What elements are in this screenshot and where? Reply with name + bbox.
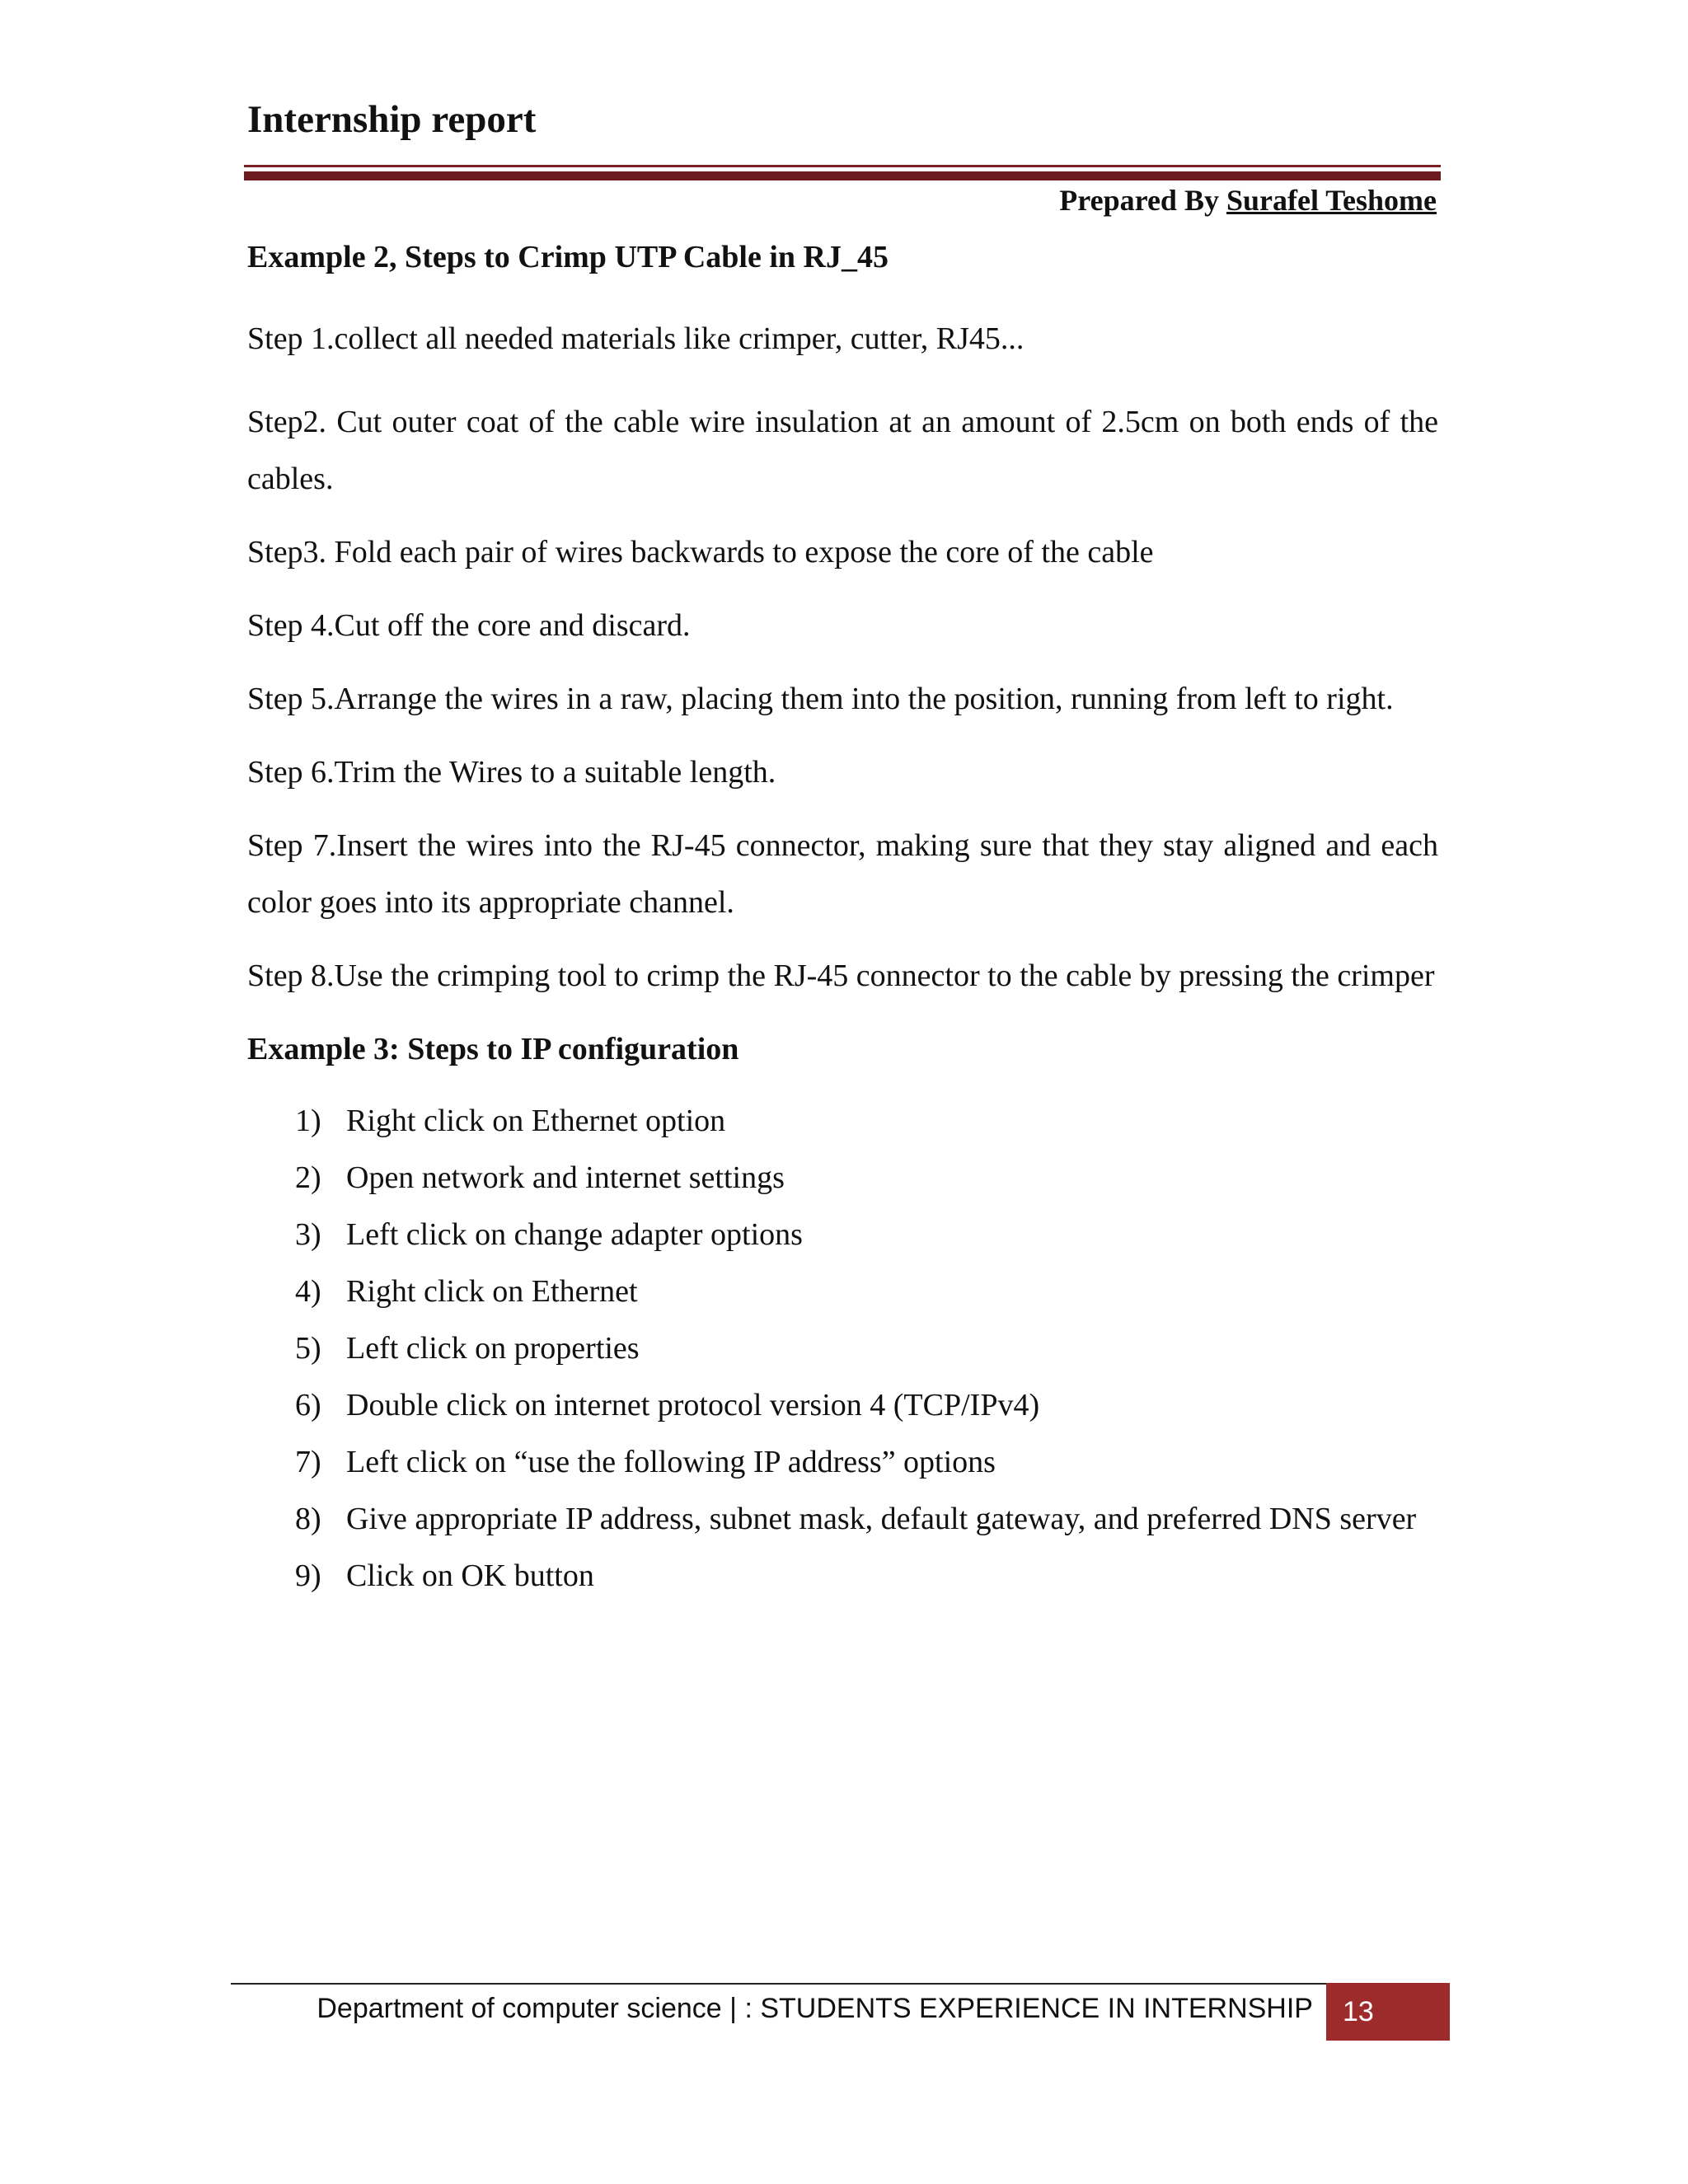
list-text: Click on OK button xyxy=(346,1558,594,1593)
list-text: Give appropriate IP address, subnet mask, default gateway, and preferred DNS server xyxy=(346,1502,1417,1536)
prepared-by xyxy=(1059,183,1437,218)
list-number: 6) xyxy=(295,1388,321,1422)
step-paragraph: Step 1.collect all needed materials like crimper, cutter, RJ45... xyxy=(247,321,1025,356)
ip-steps-list xyxy=(247,1093,1438,1605)
section-heading-ip: Example 3: Steps to IP configuration xyxy=(247,1032,739,1066)
header-rule-thick xyxy=(244,171,1441,180)
list-text: Left click on change adapter options xyxy=(346,1217,803,1252)
list-number: 3) xyxy=(295,1217,321,1252)
list-text: Double click on internet protocol version 4 (TCP/IPv4) xyxy=(346,1388,1040,1422)
list-item xyxy=(247,1548,1438,1605)
header-rule-thin xyxy=(244,165,1441,167)
main-content xyxy=(247,229,1438,1605)
list-text: Left click on properties xyxy=(346,1331,640,1366)
footer-text: Department of computer science | : STUDENTS EXPERIENCE IN INTERNSHIP xyxy=(316,1993,1313,2024)
step-paragraph: Step 5.Arrange the wires in a raw, placing them into the position, running from left to right. xyxy=(247,682,1394,716)
list-number: 1) xyxy=(295,1104,321,1138)
list-text: Open network and internet settings xyxy=(346,1160,785,1195)
prepared-prefix: Prepared By xyxy=(1059,184,1219,217)
page-number-badge xyxy=(1326,1983,1450,2041)
list-item xyxy=(247,1093,1438,1150)
page-number: 13 xyxy=(1343,1996,1374,2027)
header-title: Internship report xyxy=(247,98,537,141)
list-number: 5) xyxy=(295,1331,321,1366)
list-number: 8) xyxy=(295,1502,321,1536)
list-number: 7) xyxy=(295,1445,321,1479)
list-number: 9) xyxy=(295,1558,321,1593)
list-number: 4) xyxy=(295,1274,321,1309)
author-name: Surafel Teshome xyxy=(1226,184,1437,217)
step-paragraph: Step3. Fold each pair of wires backwards to expose the core of the cable xyxy=(247,535,1154,569)
step-paragraph: Step 8.Use the crimping tool to crimp the RJ-45 connector to the cable by pressing the crimper xyxy=(247,958,1435,993)
list-number: 2) xyxy=(295,1160,321,1195)
list-item xyxy=(247,1491,1438,1548)
step-paragraph: Step 7.Insert the wires into the RJ-45 connector, making sure that they stay aligned and each color goes into its appropriate channel. xyxy=(247,828,1438,920)
footer-rule xyxy=(231,1983,1327,1985)
step-paragraph: Step2. Cut outer coat of the cable wire insulation at an amount of 2.5cm on both ends of the cables. xyxy=(247,405,1438,496)
list-item xyxy=(247,1434,1438,1491)
section-heading-crimp: Example 2, Steps to Crimp UTP Cable in RJ_45 xyxy=(247,240,889,274)
list-item xyxy=(247,1263,1438,1320)
list-text: Left click on “use the following IP address” options xyxy=(346,1445,996,1479)
list-item xyxy=(247,1207,1438,1263)
list-item xyxy=(247,1377,1438,1434)
step-paragraph: Step 6.Trim the Wires to a suitable length. xyxy=(247,755,776,790)
list-item xyxy=(247,1150,1438,1207)
list-text: Right click on Ethernet xyxy=(346,1274,638,1309)
list-text: Right click on Ethernet option xyxy=(346,1104,726,1138)
list-item xyxy=(247,1320,1438,1377)
step-paragraph: Step 4.Cut off the core and discard. xyxy=(247,608,691,643)
